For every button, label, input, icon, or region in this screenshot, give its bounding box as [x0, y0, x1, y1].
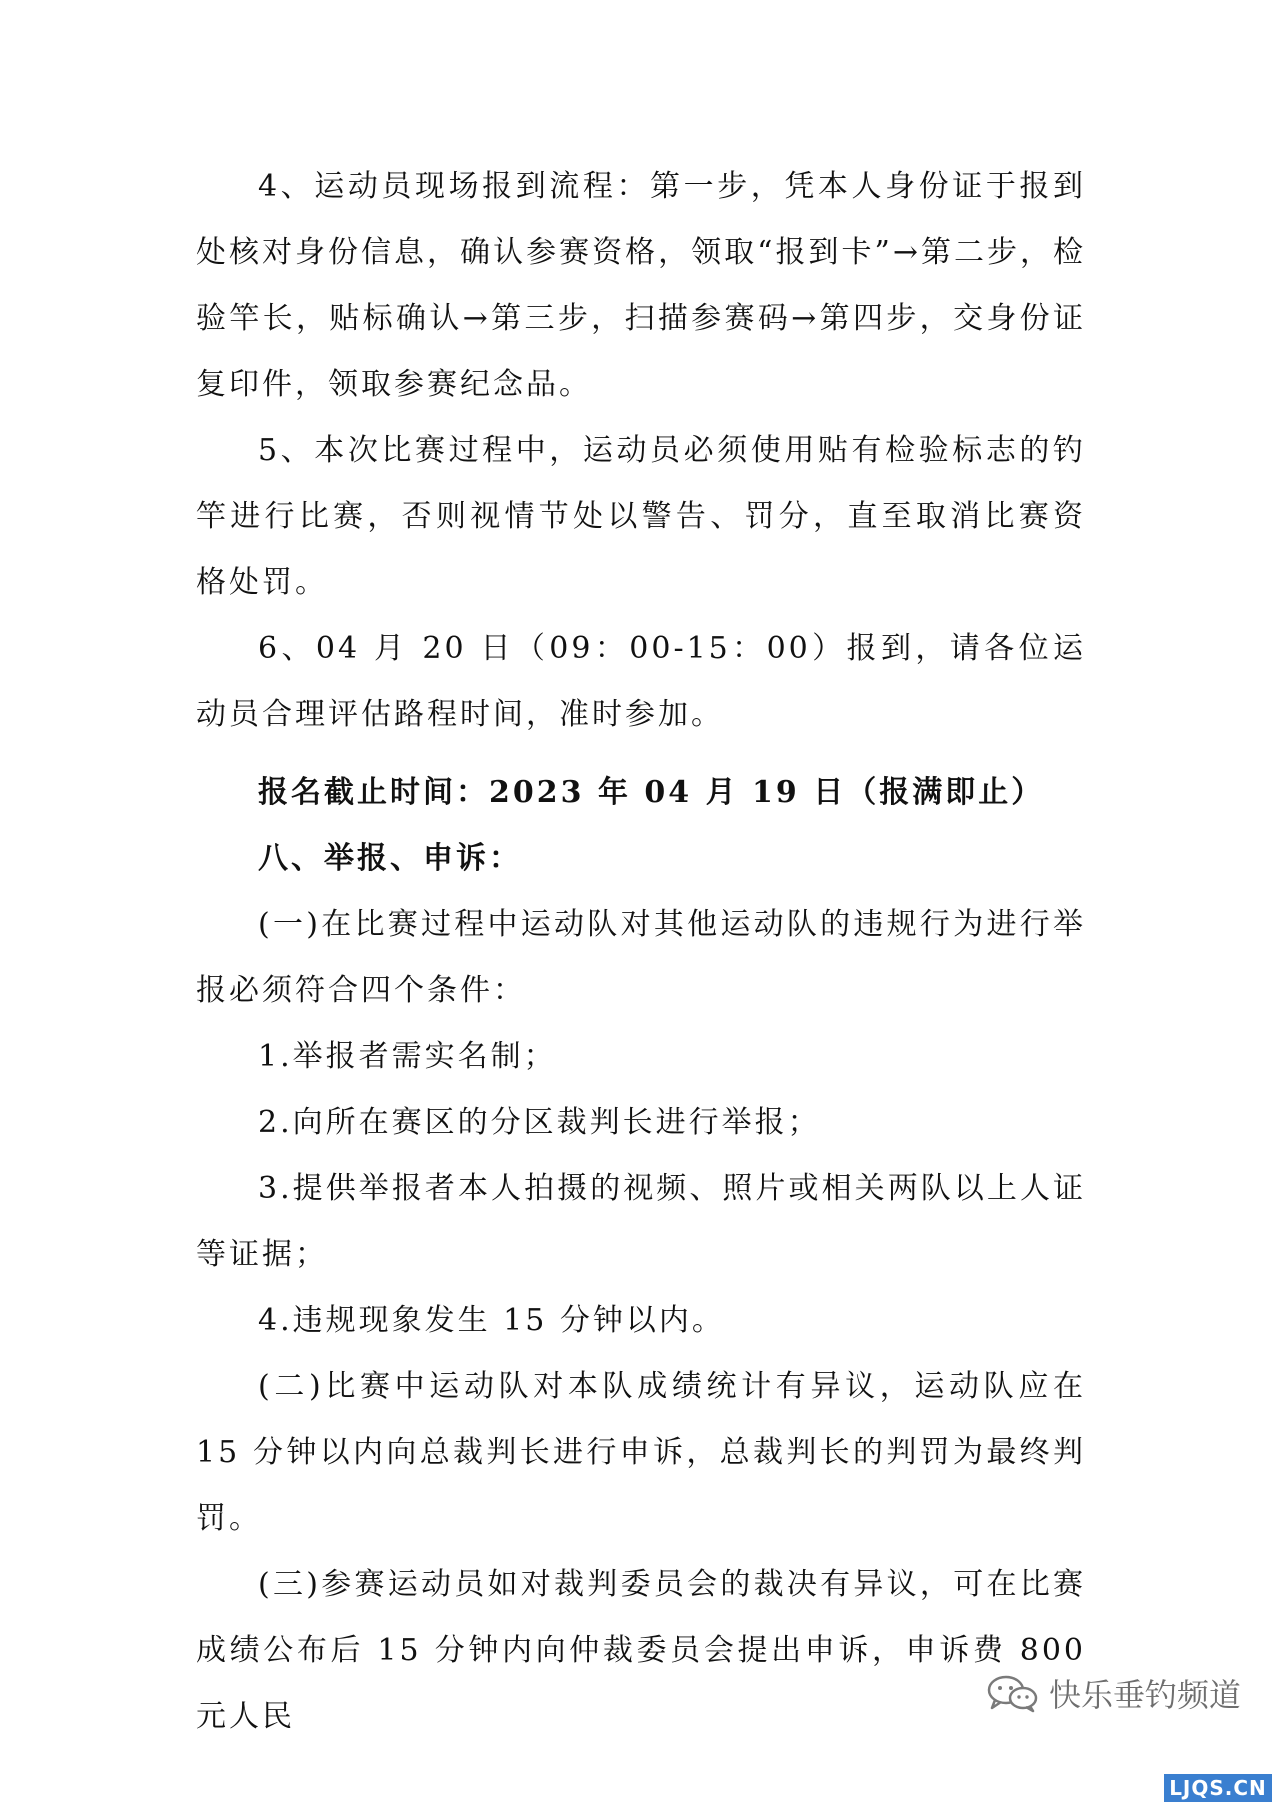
wechat-watermark: [985, 1668, 1241, 1718]
section-title: 八、举报、申诉：: [258, 841, 522, 876]
paragraph-item-5: 5、本次比赛过程中，运动员必须使用贴有检验标志的钓竿进行比赛，否则视情节处以警告、罚分，直至取消比赛资格处罚。: [196, 433, 1086, 600]
paragraph-item-6: 6、04 月 20 日（09：00-15：00）报到，请各位运动员合理评估路程时间，准时参加。: [196, 631, 1086, 732]
site-logo: LJQS.CN: [1164, 1774, 1272, 1802]
condition-3: 3.提供举报者本人拍摄的视频、照片或相关两队以上人证等证据；: [196, 1171, 1086, 1272]
paragraph-appeal-team: (二)比赛中运动队对本队成绩统计有异议，运动队应在 15 分钟以内向总裁判长进行申诉，总裁判长的判罚为最终判罚。: [196, 1369, 1086, 1536]
registration-deadline: 报名截止时间：2023 年 04 月 19 日（报满即止）: [258, 775, 1045, 810]
paragraph-appeal-athlete: (三)参赛运动员如对裁判委员会的裁决有异议，可在比赛成绩公布后 15 分钟内向仲裁委员会提出申诉，申诉费 800 元人民: [196, 1567, 1086, 1734]
lower-text-block: [196, 760, 1086, 1750]
condition-4: 4.违规现象发生 15 分钟以内。: [258, 1303, 725, 1338]
wechat-icon: [985, 1673, 1041, 1713]
condition-2: 2.向所在赛区的分区裁判长进行举报；: [258, 1105, 821, 1140]
paragraph-item-4: 4、运动员现场报到流程：第一步，凭本人身份证于报到处核对身份信息，确认参赛资格，领取“报到卡”→第二步，检验竿长，贴标确认→第三步，扫描参赛码→第四步，交身份证复印件，领取参赛纪念品。: [196, 169, 1086, 402]
watermark-text: 快乐垂钓频道: [1049, 1676, 1242, 1714]
condition-1: 1.举报者需实名制；: [258, 1039, 557, 1074]
paragraph-report-conditions: (一)在比赛过程中运动队对其他运动队的违规行为进行举报必须符合四个条件：: [196, 907, 1086, 1008]
upper-text-block: [196, 154, 1086, 748]
